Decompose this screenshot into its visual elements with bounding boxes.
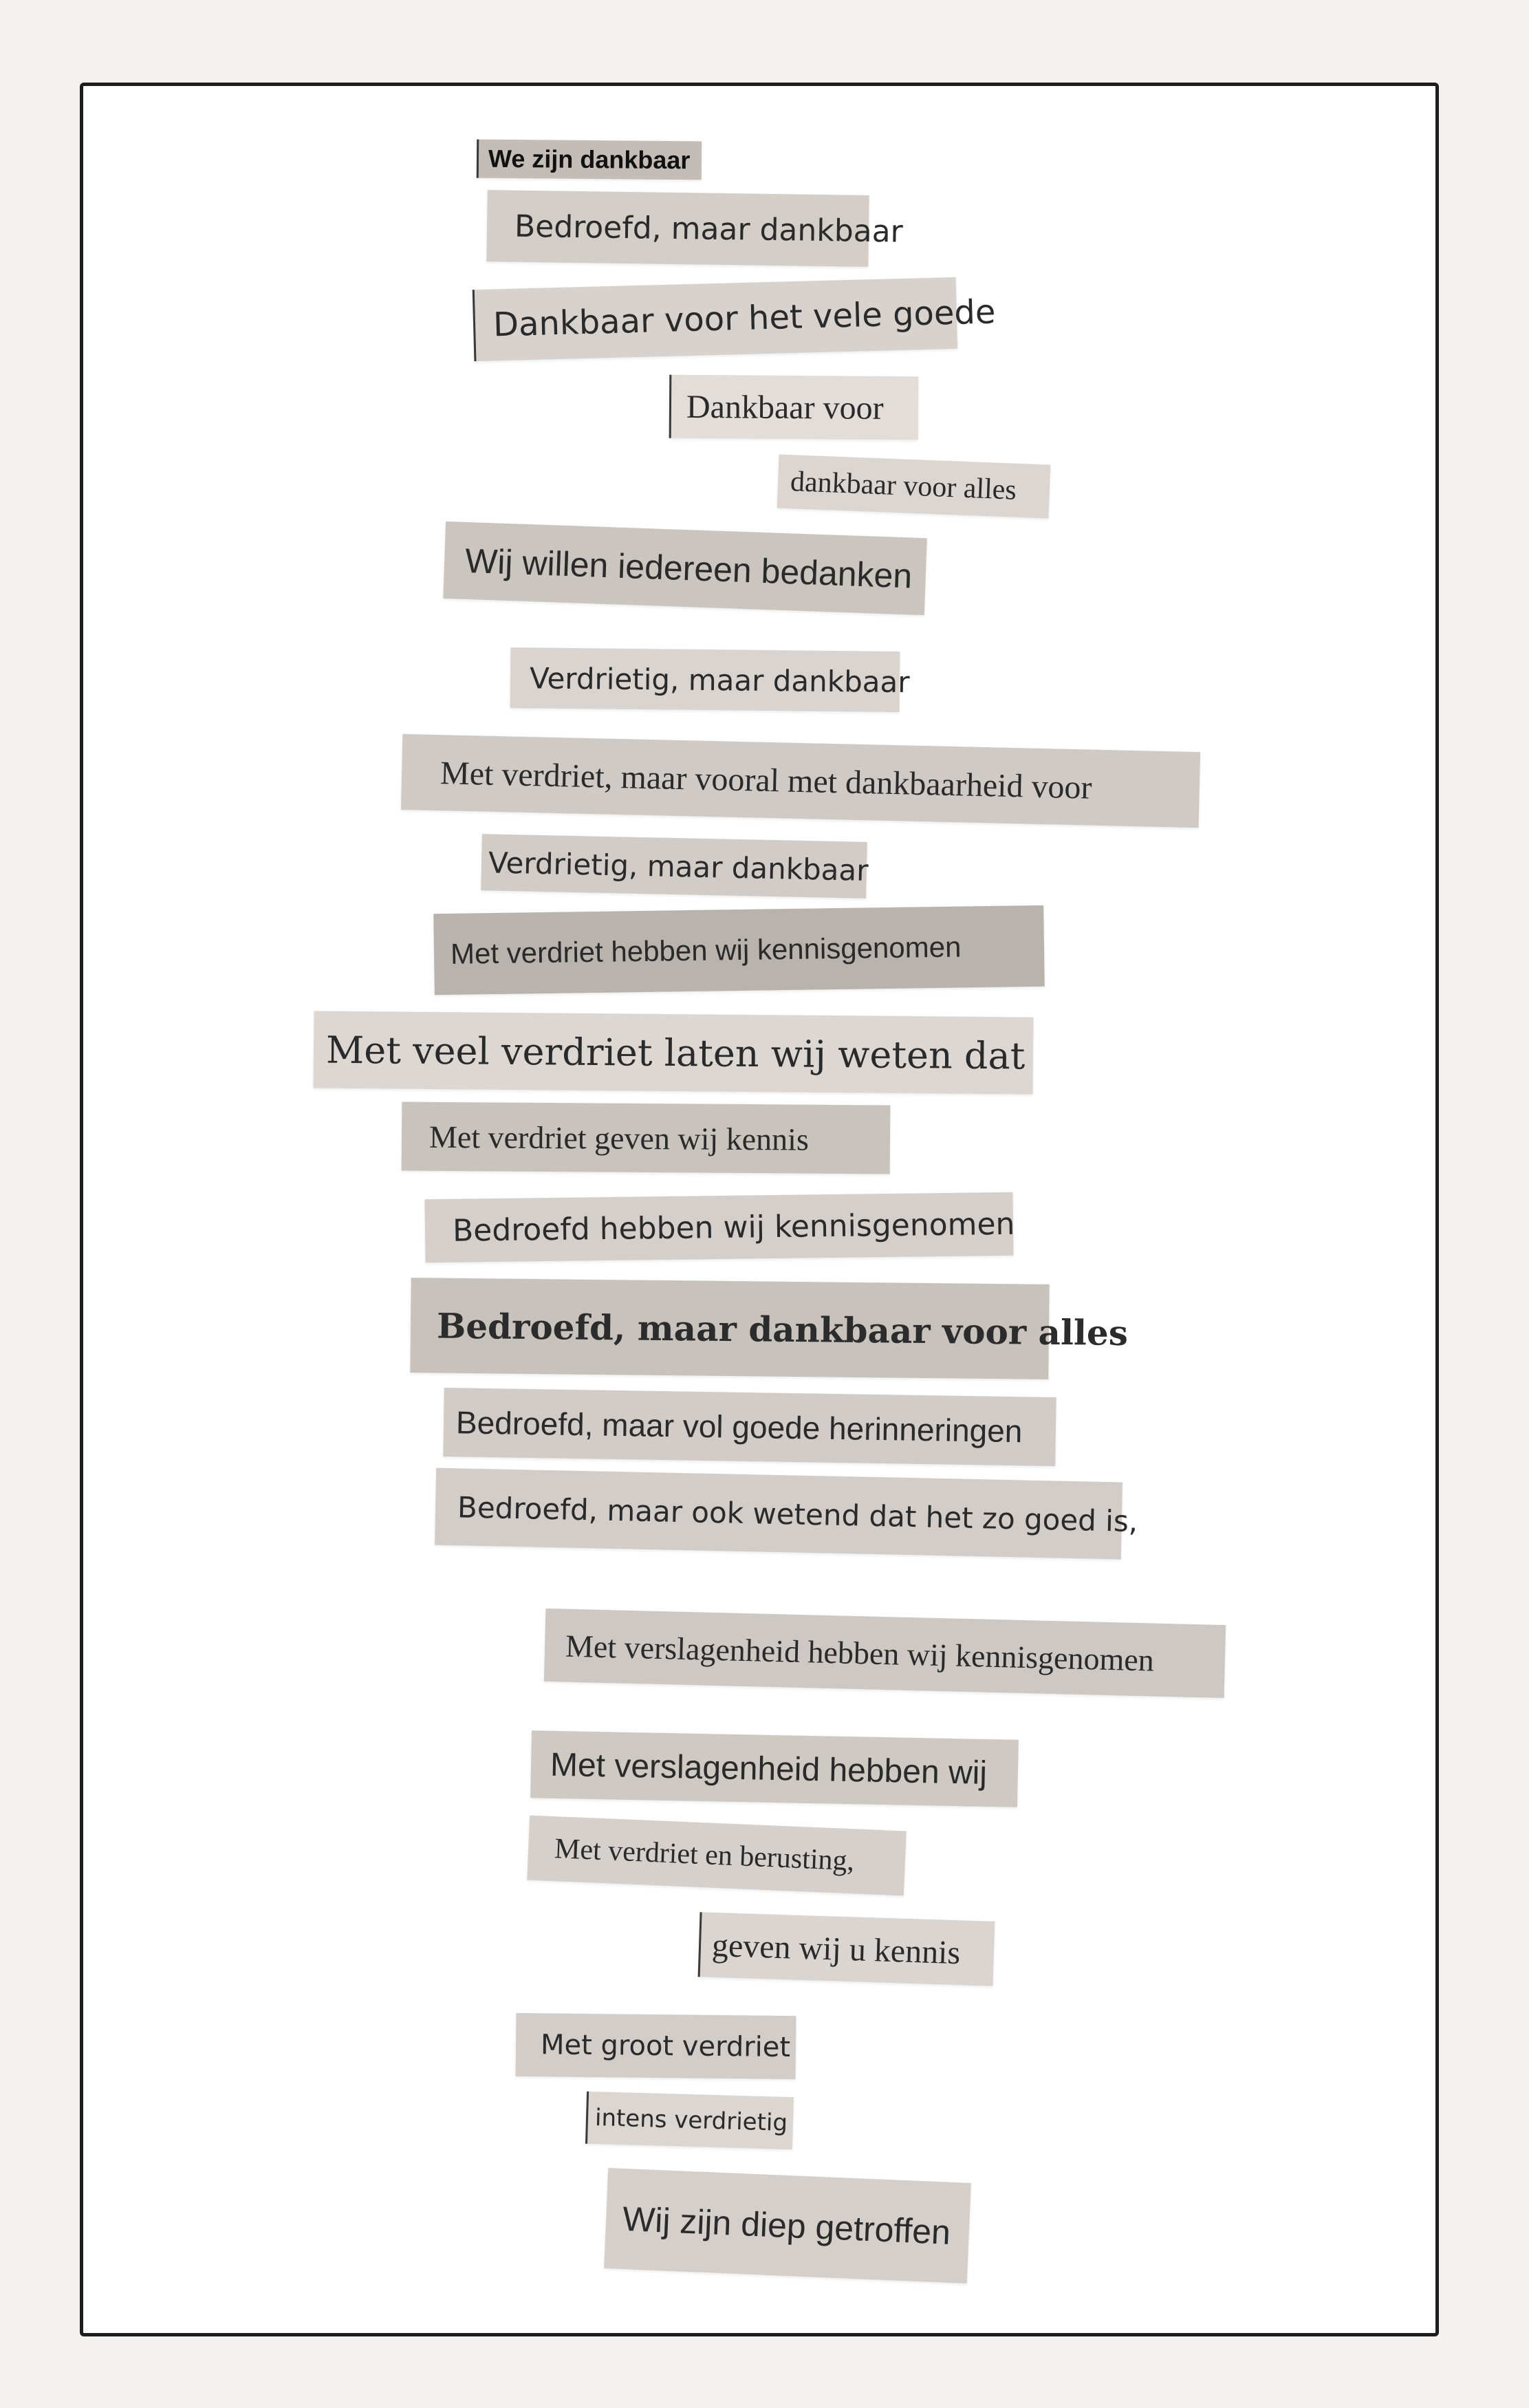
clipping-bedroefd-hebben-wij-kennisgenomen: Bedroefd hebben wij kennisgenomen	[424, 1192, 1013, 1262]
clipping-geven-wij-u-kennis: geven wij u kennis	[698, 1912, 995, 1986]
clipping-verdrietig-maar-dankbaar-2: Verdrietig, maar dankbaar	[481, 834, 867, 899]
clipping-dankbaar-voor: Dankbaar voor	[669, 375, 919, 440]
clipping-bedroefd-maar-vol-goede-herinneringen: Bedroefd, maar vol goede herinneringen	[443, 1388, 1056, 1466]
clipping-met-verdriet-maar-vooral-met-dankbaarheid-voor: Met verdriet, maar vooral met dankbaarheid voor	[401, 734, 1200, 828]
clipping-met-verslagenheid-hebben-wij-kennisgenomen: Met verslagenheid hebben wij kennisgenomen	[544, 1609, 1226, 1698]
clipping-wij-willen-iedereen-bedanken: Wij willen iedereen bedanken	[443, 522, 926, 615]
clipping-dankbaar-voor-alles: dankbaar voor alles	[777, 454, 1051, 518]
clipping-met-verdriet-geven-wij-kennis: Met verdriet geven wij kennis	[402, 1102, 891, 1174]
clipping-wij-zijn-diep-getroffen: Wij zijn diep getroffen	[604, 2168, 971, 2283]
clipping-bedroefd-maar-dankbaar: Bedroefd, maar dankbaar	[486, 190, 869, 267]
clipping-met-verdriet-hebben-wij-kennisgenomen: Met verdriet hebben wij kennisgenomen	[433, 905, 1045, 995]
clipping-bedroefd-maar-dankbaar-voor-alles: Bedroefd, maar dankbaar voor alles	[410, 1278, 1049, 1379]
clipping-met-veel-verdriet-laten-wij-weten-dat: Met veel verdriet laten wij weten dat	[314, 1011, 1034, 1094]
clipping-intens-verdrietig: intens verdrietig	[585, 2092, 794, 2149]
clipping-met-verdriet-en-berusting: Met verdriet en berusting,	[527, 1816, 906, 1896]
clipping-met-groot-verdriet: Met groot verdriet	[516, 2013, 796, 2079]
clipping-we-zijn-dankbaar: We zijn dankbaar	[477, 140, 702, 180]
clipping-verdrietig-maar-dankbaar: Verdrietig, maar dankbaar	[510, 647, 900, 712]
clipping-dankbaar-voor-het-vele-goede: Dankbaar voor het vele goede	[473, 277, 957, 361]
clipping-met-verslagenheid-hebben-wij: Met verslagenheid hebben wij	[530, 1730, 1019, 1807]
clipping-bedroefd-maar-ook-wetend-dat-het-zo-goed-is: Bedroefd, maar ook wetend dat het zo goed is,	[435, 1468, 1123, 1560]
